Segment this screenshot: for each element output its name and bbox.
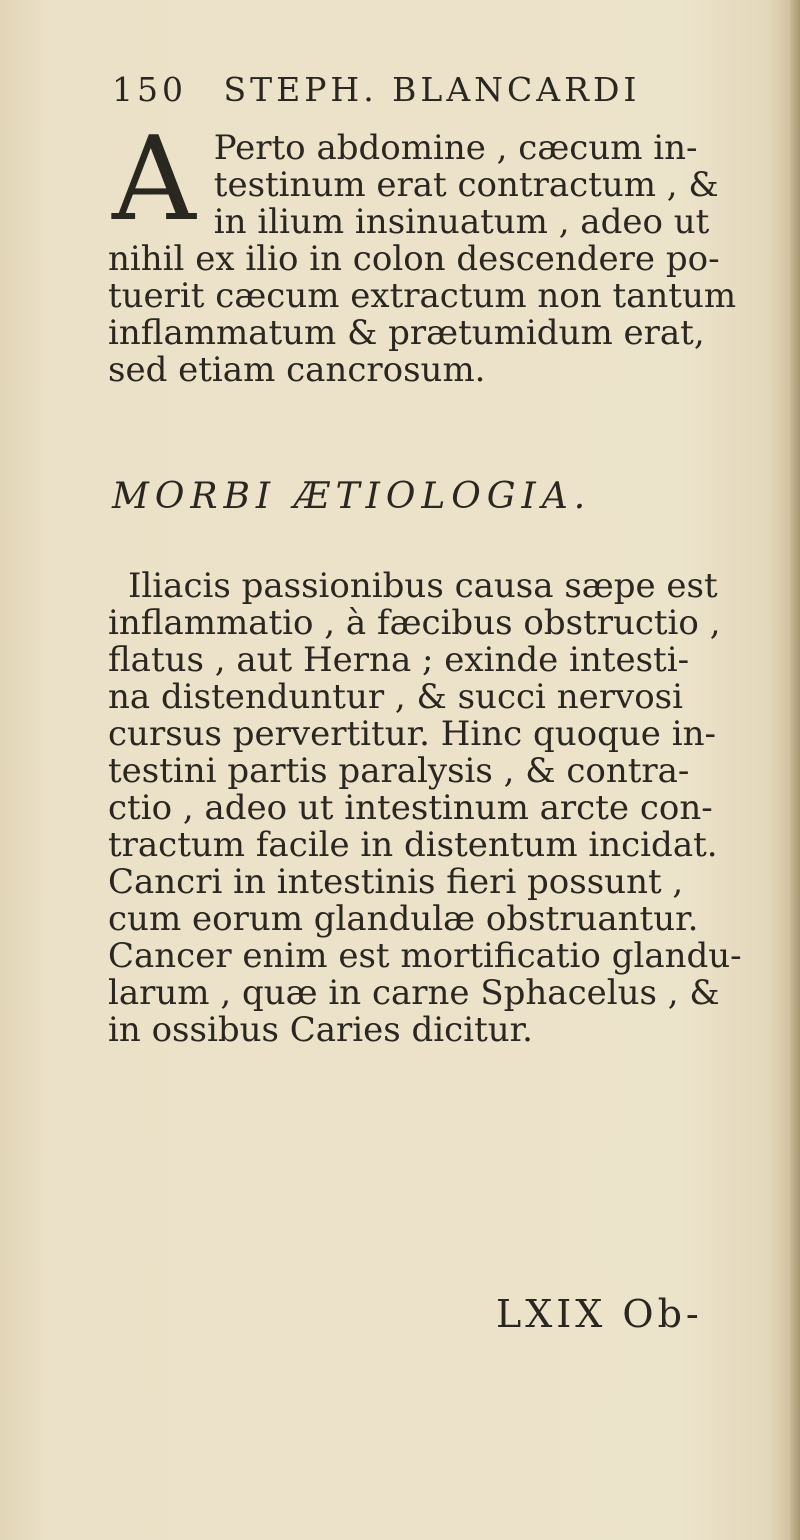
text-line: Perto abdomine , cæcum in- bbox=[213, 128, 698, 168]
text-line: testinum erat contractum , & bbox=[213, 165, 719, 205]
catchword: LXIX Ob- bbox=[496, 1292, 703, 1336]
text-line: nihil ex ilio in colon descendere po- bbox=[108, 239, 720, 279]
text-line: cum eorum glandulæ obstruantur. bbox=[108, 899, 699, 939]
text-line: Cancri in intestinis fieri possunt , bbox=[108, 862, 684, 902]
text-line: flatus , aut Herna ; exinde intesti- bbox=[108, 640, 690, 680]
text-line: ctio , adeo ut intestinum arcte con- bbox=[108, 788, 713, 828]
text-line: larum , quæ in carne Sphacelus , & bbox=[108, 973, 720, 1013]
text-line: in ilium insinuatum , adeo ut bbox=[213, 202, 710, 242]
running-head bbox=[112, 70, 712, 120]
text-line: inflammatio , à fæcibus obstructio , bbox=[108, 603, 721, 643]
section-heading: MORBI ÆTIOLOGIA. bbox=[112, 476, 592, 517]
paragraph-1 bbox=[108, 112, 788, 390]
text-line: cursus pervertitur. Hinc quoque in- bbox=[108, 714, 716, 754]
text-line: Iliacis passionibus causa sæpe est bbox=[128, 566, 718, 606]
text-line: tractum facile in distentum incidat. bbox=[108, 825, 718, 865]
drop-cap: A bbox=[112, 112, 196, 247]
text-line: in ossibus Caries dicitur. bbox=[108, 1010, 533, 1050]
author-name: STEPH. BLANCARDI bbox=[223, 70, 641, 109]
text-line: na distenduntur , & succi nervosi bbox=[108, 677, 683, 717]
text-line: inflammatum & prætumidum erat, bbox=[108, 313, 705, 353]
text-line: testini partis paralysis , & contra- bbox=[108, 751, 690, 791]
text-line: tuerit cæcum extractum non tantum bbox=[108, 276, 737, 316]
text-line: Cancer enim est mortificatio glandu- bbox=[108, 936, 742, 976]
page-number: 150 bbox=[112, 70, 187, 109]
paragraph-2 bbox=[108, 568, 788, 1049]
page-edge bbox=[790, 0, 800, 1540]
text-line: sed etiam cancrosum. bbox=[108, 350, 486, 390]
